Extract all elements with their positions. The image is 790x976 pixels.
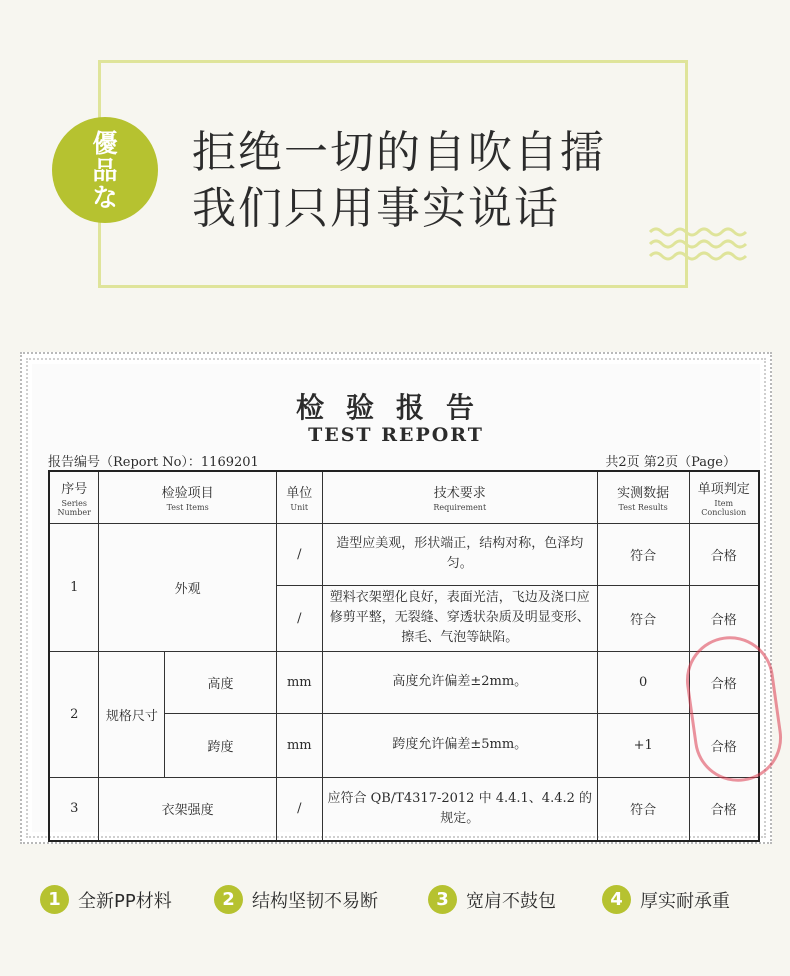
header-cell: 技术要求 Requirement [322, 471, 597, 523]
requirement-cell: 高度允许偏差±2mm。 [322, 651, 597, 713]
table-row [49, 777, 759, 841]
report-scan [20, 352, 772, 844]
header-cell: 检验项目 Test Items [99, 471, 276, 523]
feature-item [40, 885, 172, 914]
badge-char: な [92, 182, 118, 212]
report-subtitle: TEST REPORT [308, 424, 484, 446]
feature-number: 3 [428, 885, 457, 914]
result-cell: 0 [597, 651, 689, 713]
test-item: 规格尺寸 [99, 651, 165, 777]
feature-number: 4 [602, 885, 631, 914]
report-table [48, 470, 760, 842]
row-number: 3 [49, 777, 99, 841]
feature-label: 宽肩不鼓包 [466, 890, 556, 912]
report-paper [32, 364, 760, 832]
header-cell: 实测数据 Test Results [597, 471, 689, 523]
header-cell: 序号 Series Number [49, 471, 99, 523]
result-cell: 符合 [597, 585, 689, 651]
result-cell: 符合 [597, 523, 689, 585]
sub-item: 跨度 [165, 713, 277, 777]
test-item: 外观 [99, 523, 276, 651]
feature-label: 厚实耐承重 [640, 890, 730, 912]
sub-item: 高度 [165, 651, 277, 713]
row-number: 1 [49, 523, 99, 651]
unit-cell: / [276, 585, 322, 651]
row-number: 2 [49, 651, 99, 777]
header-cell: 单项判定 Item Conclusion [689, 471, 759, 523]
report-title: 检验报告 [295, 391, 496, 424]
feature-label: 全新PP材料 [78, 890, 172, 912]
conclusion-cell: 合格 [689, 713, 759, 777]
table-row [49, 651, 759, 713]
report-page: 共2页 第2页（Page） [605, 455, 736, 470]
slogan-line-1: 拒绝一切的自吹自擂 [192, 127, 606, 178]
conclusion-cell: 合格 [689, 777, 759, 841]
feature-item [602, 885, 730, 914]
test-item: 衣架强度 [99, 777, 276, 841]
unit-cell: / [276, 523, 322, 585]
conclusion-cell: 合格 [689, 651, 759, 713]
table-header-row [49, 471, 759, 523]
feature-item [428, 885, 556, 914]
badge-char: 優 [92, 128, 118, 158]
result-cell: 符合 [597, 777, 689, 841]
result-cell: +1 [597, 713, 689, 777]
feature-label: 结构坚韧不易断 [252, 890, 378, 912]
feature-item [214, 885, 378, 914]
slogan-line-2: 我们只用事实说话 [192, 183, 560, 234]
badge-char: 品 [92, 155, 118, 185]
unit-cell: mm [276, 713, 322, 777]
table-row [49, 523, 759, 585]
wave-decoration-icon [648, 224, 748, 264]
conclusion-cell: 合格 [689, 585, 759, 651]
requirement-cell: 跨度允许偏差±5mm。 [322, 713, 597, 777]
report-number: 报告编号（Report No）：1169201 [48, 455, 259, 470]
brand-badge [52, 117, 158, 223]
feature-number: 1 [40, 885, 69, 914]
unit-cell: mm [276, 651, 322, 713]
feature-number: 2 [214, 885, 243, 914]
requirement-cell: 应符合 QB/T4317-2012 中 4.4.1、4.4.2 的规定。 [322, 777, 597, 841]
requirement-cell: 造型应美观，形状端正，结构对称，色泽均匀。 [322, 523, 597, 585]
header-cell: 单位 Unit [276, 471, 322, 523]
requirement-cell: 塑料衣架塑化良好，表面光洁，飞边及浇口应修剪平整，无裂缝、穿透状杂质及明显变形、擦毛、气泡等缺陷。 [322, 585, 597, 651]
unit-cell: / [276, 777, 322, 841]
conclusion-cell: 合格 [689, 523, 759, 585]
